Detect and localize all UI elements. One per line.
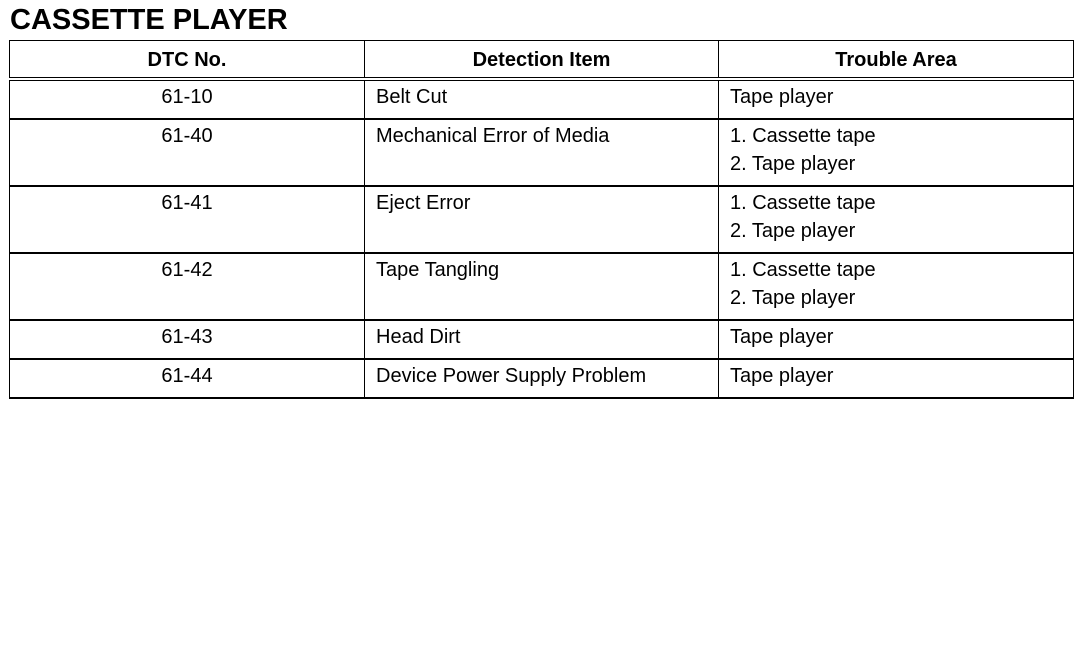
header-detection-item: Detection Item [365,41,719,80]
trouble-area-cell [719,79,1074,119]
page-title: CASSETTE PLAYER [10,4,288,36]
dtc-code-cell: 61-10 [10,79,365,119]
detection-item-cell: Device Power Supply Problem [365,359,719,398]
trouble-area-line: 1. Cassette tape [730,192,876,214]
dtc-code-cell: 61-44 [10,359,365,398]
table-row [10,320,1074,359]
trouble-area-line: 1. Cassette tape [730,259,876,281]
dtc-table [9,40,1074,399]
header-trouble-area: Trouble Area [719,41,1074,80]
detection-item-cell: Head Dirt [365,320,719,359]
trouble-area-line: Tape player [730,326,834,348]
dtc-code-cell: 61-40 [10,119,365,186]
trouble-area-cell [719,119,1074,186]
table-row [10,359,1074,398]
trouble-area-line: 1. Cassette tape [730,125,876,147]
dtc-code-cell: 61-41 [10,186,365,253]
trouble-area-line: 2. Tape player [730,220,856,242]
table-row [10,186,1074,253]
detection-item-cell: Eject Error [365,186,719,253]
trouble-area-line: Tape player [730,365,834,387]
trouble-area-line: Tape player [730,86,834,108]
trouble-area-line: 2. Tape player [730,287,856,309]
detection-item-cell: Belt Cut [365,79,719,119]
detection-item-cell: Tape Tangling [365,253,719,320]
table-row [10,253,1074,320]
header-row [10,41,1074,80]
trouble-area-cell [719,359,1074,398]
dtc-code-cell: 61-43 [10,320,365,359]
header-dtc-no: DTC No. [10,41,365,80]
table-row [10,79,1074,119]
trouble-area-cell [719,253,1074,320]
trouble-area-cell [719,186,1074,253]
detection-item-cell: Mechanical Error of Media [365,119,719,186]
trouble-area-line: 2. Tape player [730,153,856,175]
dtc-code-cell: 61-42 [10,253,365,320]
trouble-area-cell [719,320,1074,359]
table-row [10,119,1074,186]
